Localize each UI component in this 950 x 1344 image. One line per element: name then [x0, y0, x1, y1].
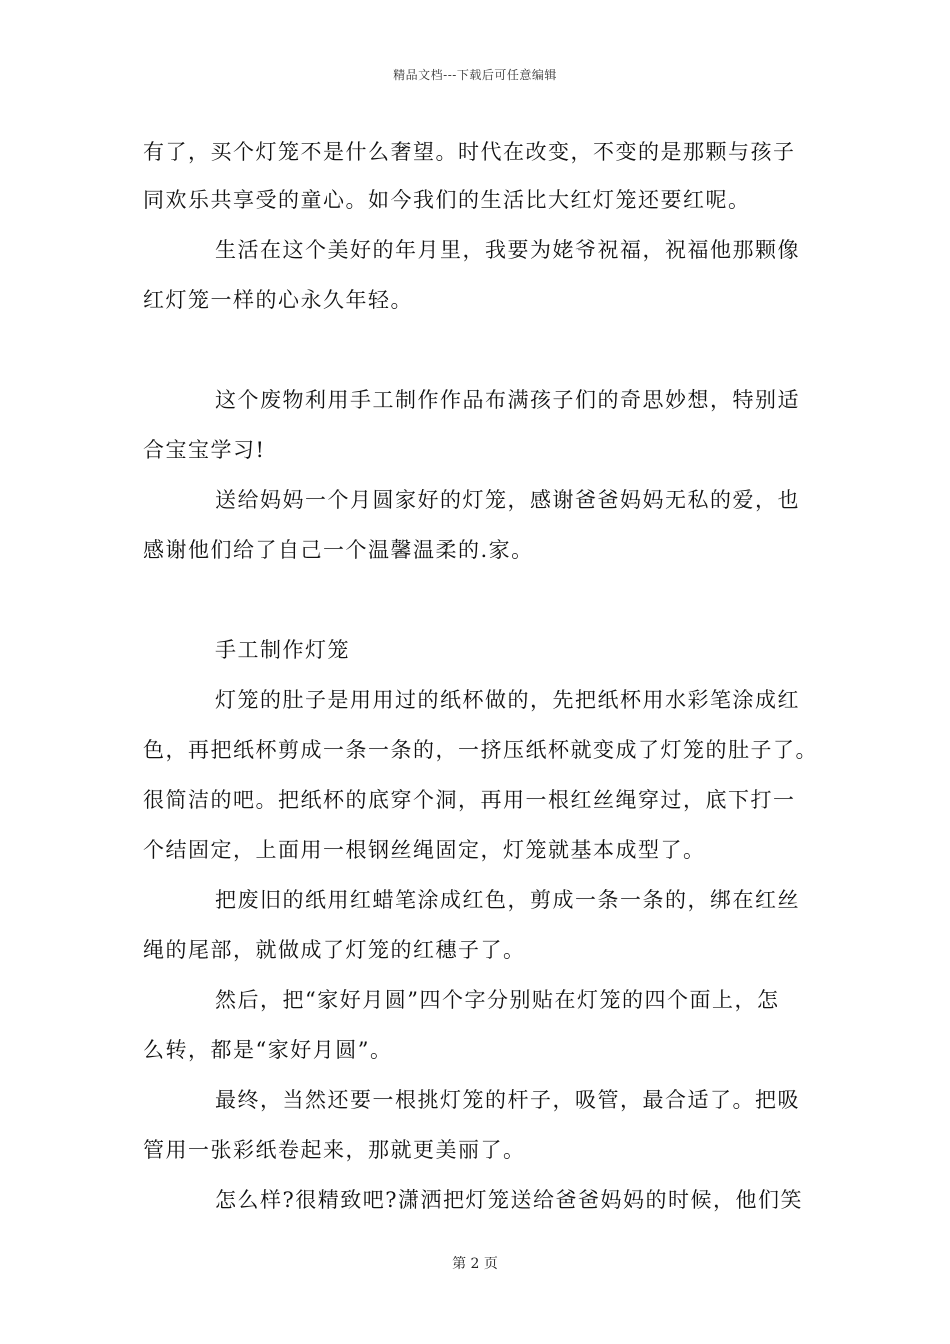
paragraph-line: 很简洁的吧。把纸杯的底穿个洞，再用一根红丝绳穿过，底下打一 [143, 788, 796, 812]
paragraph-line: 送给妈妈一个月圆家好的灯笼，感谢爸爸妈妈无私的爱，也 [215, 488, 800, 512]
paragraph-line: 把废旧的纸用红蜡笔涂成红色，剪成一条一条的，绑在红丝 [215, 888, 800, 912]
paragraph-line: 红灯笼一样的心永久年轻。 [143, 288, 413, 312]
paragraph-line: 灯笼的肚子是用用过的纸杯做的，先把纸杯用水彩笔涂成红 [215, 688, 800, 712]
paragraph-line: 同欢乐共享受的童心。如今我们的生活比大红灯笼还要红呢。 [143, 188, 751, 212]
paragraph-line: 有了，买个灯笼不是什么奢望。时代在改变，不变的是那颗与孩子 [143, 140, 796, 164]
paragraph-line: 然后，把“家好月圆”四个字分别贴在灯笼的四个面上，怎 [215, 988, 780, 1012]
paragraph-line: 合宝宝学习! [143, 438, 266, 462]
paragraph-line: 感谢他们给了自己一个温馨温柔的.家。 [143, 538, 534, 562]
paragraph-line: 个结固定，上面用一根钢丝绳固定，灯笼就基本成型了。 [143, 838, 706, 862]
paragraph-line: 生活在这个美好的年月里，我要为姥爷祝福，祝福他那颗像 [215, 238, 800, 262]
paragraph-line: 色，再把纸杯剪成一条一条的，一挤压纸杯就变成了灯笼的肚子了。 [143, 738, 818, 762]
paragraph-line: 管用一张彩纸卷起来，那就更美丽了。 [143, 1138, 526, 1162]
paragraph-line: 最终，当然还要一根挑灯笼的杆子，吸管，最合适了。把吸 [215, 1088, 800, 1112]
paragraph-line: 么转，都是“家好月圆”。 [143, 1038, 393, 1062]
paragraph-line: 怎么样?很精致吧?潇洒把灯笼送给爸爸妈妈的时候，他们笑 [215, 1188, 804, 1212]
paragraph-line: 这个废物利用手工制作作品布满孩子们的奇思妙想，特别适 [215, 388, 800, 412]
page-header: 精品文档---下载后可任意编辑 [393, 68, 557, 82]
section-heading: 手工制作灯笼 [215, 638, 350, 662]
page-number: 第 2 页 [452, 1256, 498, 1272]
paragraph-line: 绳的尾部，就做成了灯笼的红穗子了。 [143, 938, 526, 962]
